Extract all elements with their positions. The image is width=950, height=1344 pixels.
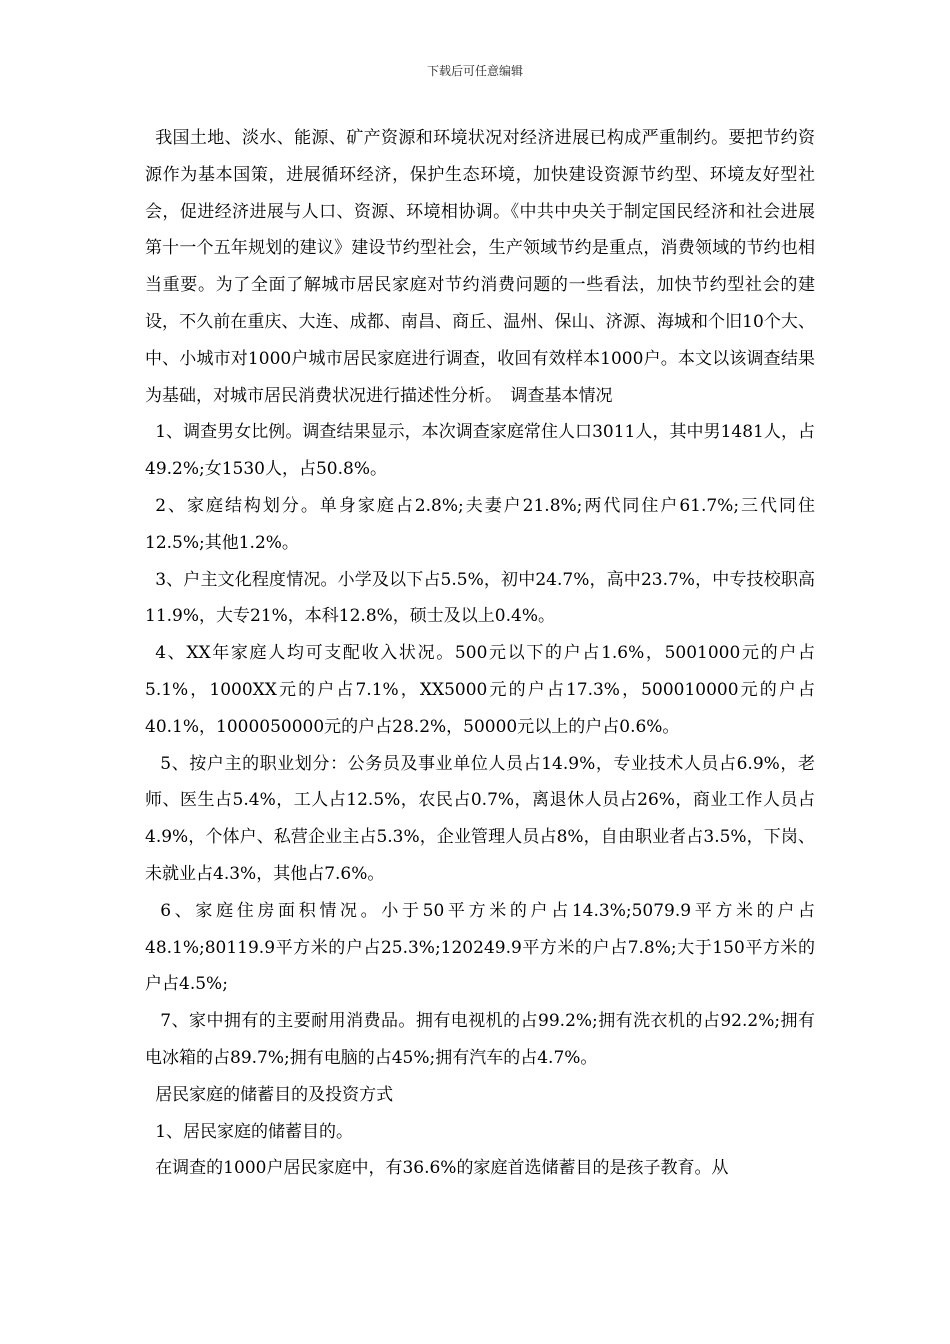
paragraph-education: 3、户主文化程度情况。小学及以下占5.5%，初中24.7%，高中23.7%，中专技校职高11.9%，大专21%，本科12.8%，硕士及以上0.4%。 (145, 569, 815, 627)
page-header: 下载后可任意编辑 (426, 64, 523, 78)
paragraph-housing: 6、家庭住房面积情况。小于50平方米的户占14.3%;5079.9平方米的户占48.1%;80119.9平方米的户占25.3%;120249.9平方米的户占7.8%;大于150平方米的户占4.5%; (145, 900, 815, 995)
paragraph-intro: 我国土地、淡水、能源、矿产资源和环境状况对经济进展已构成严重制约。要把节约资源作为基本国策，进展循环经济，保护生态环境，加快建设资源节约型、环境友好型社会，促进经济进展与人口、资源、环境相协调。《中共中央关于制定国民经济和社会进展第十一个五年规划的建议》建设节约型社会，生产领域节约是重点，消费领域的节约也相当重要。为了全面了解城市居民家庭对节约消费问题的一些看法，加快节约型社会的建设，不久前在重庆、大连、成都、南昌、商丘、温州、保山、济源、海城和个旧10个大、中、小城市对1000户城市居民家庭进行调查，收回有效样本1000户。本文以该调查结果为基础，对城市居民消费状况进行描述性分析。 调查基本情况 (145, 128, 815, 406)
paragraph-gender-ratio: 1、调查男女比例。调查结果显示，本次调查家庭常住人口3011人，其中男1481人，占49.2%;女1530人，占50.8%。 (145, 422, 815, 480)
paragraph-family-structure: 2、家庭结构划分。单身家庭占2.8%;夫妻户21.8%;两代同住户61.7%;三代同住12.5%;其他1.2%。 (145, 495, 815, 553)
paragraph-income: 4、XX年家庭人均可支配收入状况。500元以下的户占1.6%，5001000元的户占5.1%，1000XX元的户占7.1%，XX5000元的户占17.3%，500010000元的户占40.1%，1000050000元的户占28.2%，50000元以上的户占0.6%。 (145, 643, 815, 737)
paragraph-savings-purpose: 在调查的1000户居民家庭中，有36.6%的家庭首选储蓄目的是孩子教育。从 (155, 1158, 729, 1179)
document-body (145, 120, 815, 1187)
section-heading-savings: 居民家庭的储蓄目的及投资方式 (155, 1084, 394, 1105)
subheading-savings-purpose: 1、居民家庭的储蓄目的。 (155, 1121, 354, 1142)
paragraph-occupation: 5、按户主的职业划分：公务员及事业单位人员占14.9%，专业技术人员占6.9%，老师、医生占5.4%，工人占12.5%，农民占0.7%，离退休人员占26%，商业工作人员占4.9%，个体户、私营企业主占5.3%，企业管理人员占8%，自由职业者占3.5%，下岗、未就业占4.3%，其他占7.6%。 (145, 753, 815, 884)
paragraph-durables: 7、家中拥有的主要耐用消费品。拥有电视机的占99.2%;拥有洗衣机的占92.2%;拥有电冰箱的占89.7%;拥有电脑的占45%;拥有汽车的占4.7%。 (145, 1011, 815, 1068)
